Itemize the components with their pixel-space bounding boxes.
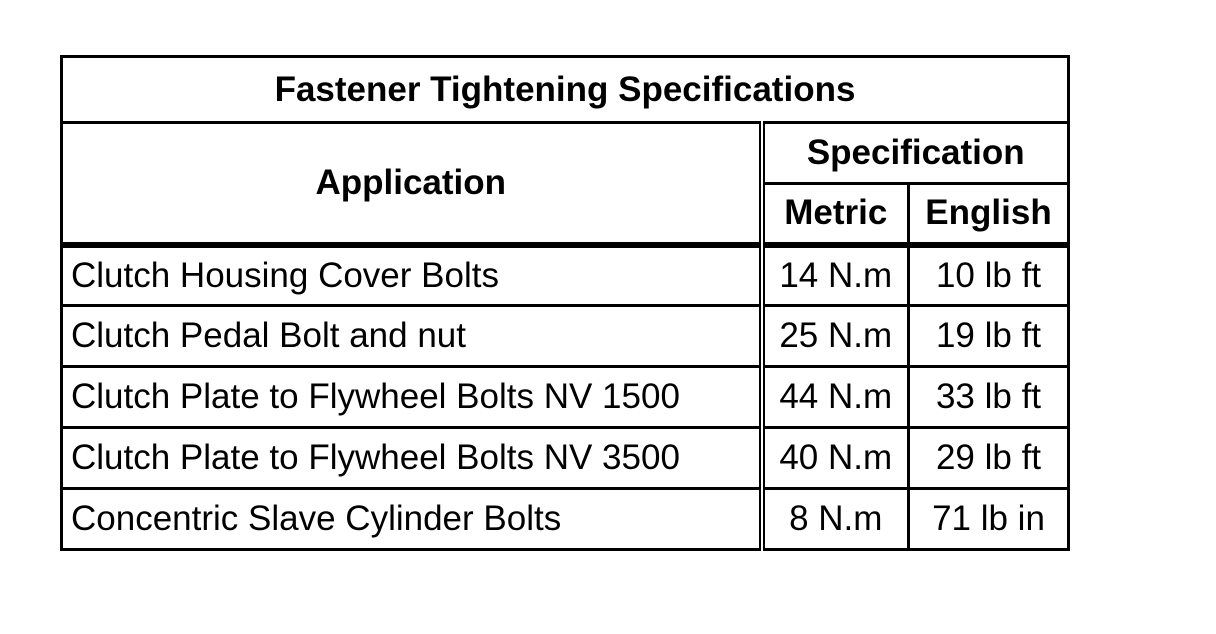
table-row <box>62 489 1069 550</box>
application-cell: Clutch Housing Cover Bolts <box>62 245 762 306</box>
table-row <box>62 245 1069 306</box>
table-row <box>62 428 1069 489</box>
english-cell: 33 lb ft <box>909 367 1069 428</box>
application-cell: Clutch Plate to Flywheel Bolts NV 1500 <box>62 367 762 428</box>
header-metric: Metric <box>762 184 909 245</box>
header-english: English <box>909 184 1069 245</box>
fastener-spec-table <box>60 55 1070 551</box>
header-application: Application <box>62 123 762 245</box>
table-title: Fastener Tightening Specifications <box>62 57 1069 123</box>
application-cell: Concentric Slave Cylinder Bolts <box>62 489 762 550</box>
english-cell: 19 lb ft <box>909 306 1069 367</box>
metric-cell: 14 N.m <box>762 245 909 306</box>
application-cell: Clutch Plate to Flywheel Bolts NV 3500 <box>62 428 762 489</box>
title-row <box>62 57 1069 123</box>
header-specification: Specification <box>762 123 1069 184</box>
table-row <box>62 367 1069 428</box>
english-cell: 71 lb in <box>909 489 1069 550</box>
header-row <box>62 123 1069 184</box>
metric-cell: 8 N.m <box>762 489 909 550</box>
metric-cell: 40 N.m <box>762 428 909 489</box>
metric-cell: 25 N.m <box>762 306 909 367</box>
english-cell: 10 lb ft <box>909 245 1069 306</box>
table-row <box>62 306 1069 367</box>
application-cell: Clutch Pedal Bolt and nut <box>62 306 762 367</box>
metric-cell: 44 N.m <box>762 367 909 428</box>
english-cell: 29 lb ft <box>909 428 1069 489</box>
